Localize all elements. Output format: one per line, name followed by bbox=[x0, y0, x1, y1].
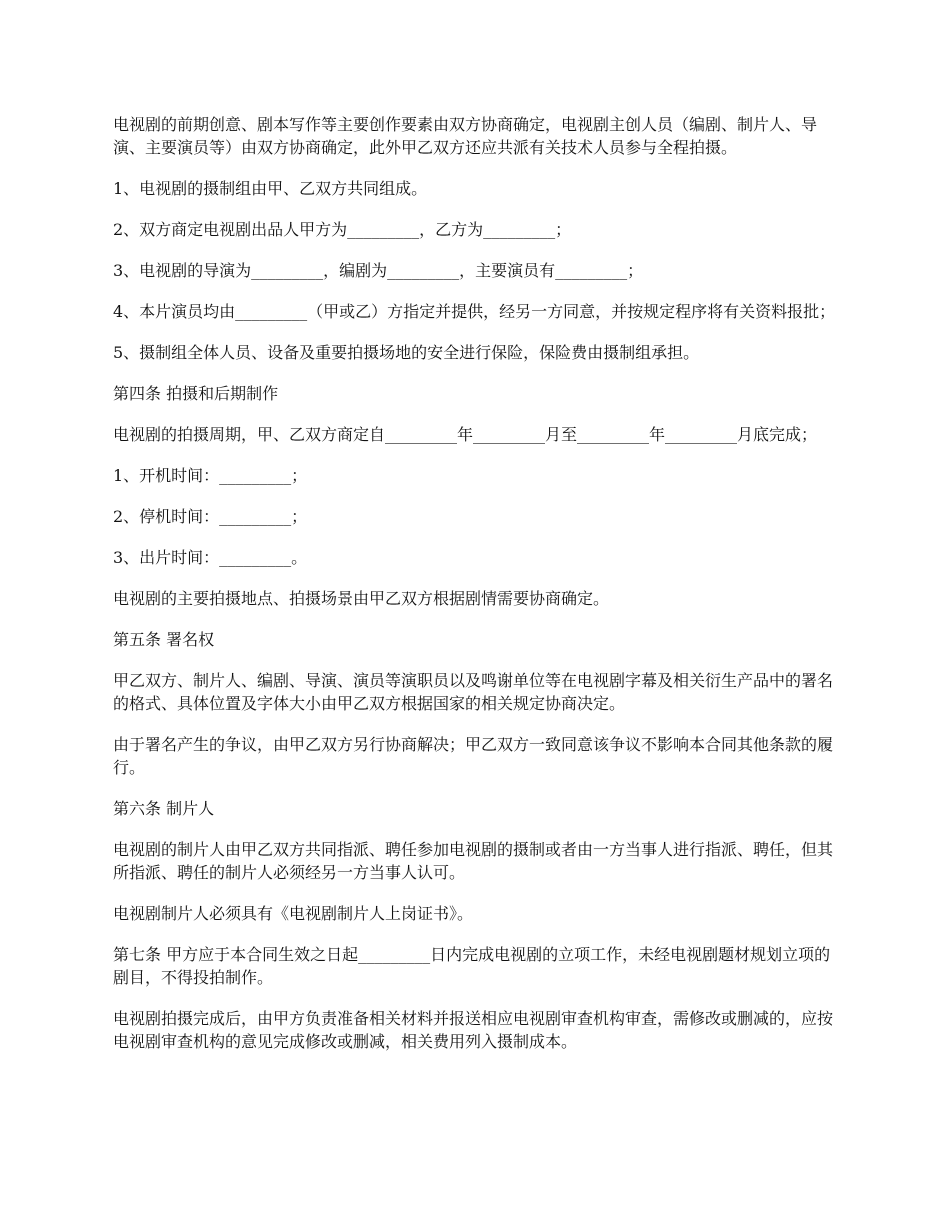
paragraph-producer: 电视剧的制片人由甲乙双方共同指派、聘任参加电视剧的摄制或者由一方当事人进行指派、聘任，但其所指派、聘任的制片人必须经另一方当事人认可。 bbox=[113, 840, 834, 882]
paragraph-start-time: 1、开机时间：_________； bbox=[113, 466, 308, 485]
paragraph-release-time: 3、出片时间：_________。 bbox=[113, 548, 308, 567]
paragraph-producer-cert: 电视剧制片人必须具有《电视剧制片人上岗证书》。 bbox=[113, 904, 474, 923]
document-body bbox=[113, 113, 843, 1071]
paragraph-credits-dispute: 由于署名产生的争议，由甲乙双方另行协商解决；甲乙双方一致同意该争议不影响本合同其他条款的履行。 bbox=[113, 735, 834, 777]
section-heading-5: 第五条 署名权 bbox=[113, 630, 215, 649]
paragraph-review: 电视剧拍摄完成后，由甲方负责准备相关材料并报送相应电视剧审查机构审查，需修改或删减的，应按电视剧审查机构的意见完成修改或删减，相关费用列入摄制成本。 bbox=[113, 1009, 834, 1051]
paragraph-item-1: 1、电视剧的摄制组由甲、乙双方共同组成。 bbox=[113, 179, 428, 198]
paragraph-item-3: 3、电视剧的导演为_________，编剧为_________，主要演员有_________； bbox=[113, 261, 644, 280]
paragraph-intro: 电视剧的前期创意、剧本写作等主要创作要素由双方协商确定，电视剧主创人员（编剧、制片人、导演、主要演员等）由双方协商确定，此外甲乙双方还应共派有关技术人员参与全程拍摄。 bbox=[113, 115, 818, 157]
paragraph-item-2: 2、双方商定电视剧出品人甲方为_________，乙方为_________； bbox=[113, 220, 572, 239]
section-heading-4: 第四条 拍摄和后期制作 bbox=[113, 384, 279, 403]
paragraph-stop-time: 2、停机时间：_________； bbox=[113, 507, 308, 526]
paragraph-credits: 甲乙双方、制片人、编剧、导演、演员等演职员以及鸣谢单位等在电视剧字幕及相关衍生产品中的署名的格式、具体位置及字体大小由甲乙双方根据国家的相关规定协商决定。 bbox=[113, 671, 834, 713]
section-heading-6: 第六条 制片人 bbox=[113, 799, 215, 818]
paragraph-location: 电视剧的主要拍摄地点、拍摄场景由甲乙双方根据剧情需要协商确定。 bbox=[113, 589, 610, 608]
paragraph-schedule: 电视剧的拍摄周期，甲、乙双方商定自_________年_________月至_________年_________月底完成； bbox=[113, 425, 818, 444]
paragraph-item-5: 5、摄制组全体人员、设备及重要拍摄场地的安全进行保险，保险费由摄制组承担。 bbox=[113, 343, 700, 362]
paragraph-article-7: 第七条 甲方应于本合同生效之日起_________日内完成电视剧的立项工作，未经电视剧题材规划立项的剧目，不得投拍制作。 bbox=[113, 945, 831, 987]
paragraph-item-4: 4、本片演员均由_________（甲或乙）方指定并提供，经另一方同意，并按规定程序将有关资料报批； bbox=[113, 302, 836, 321]
